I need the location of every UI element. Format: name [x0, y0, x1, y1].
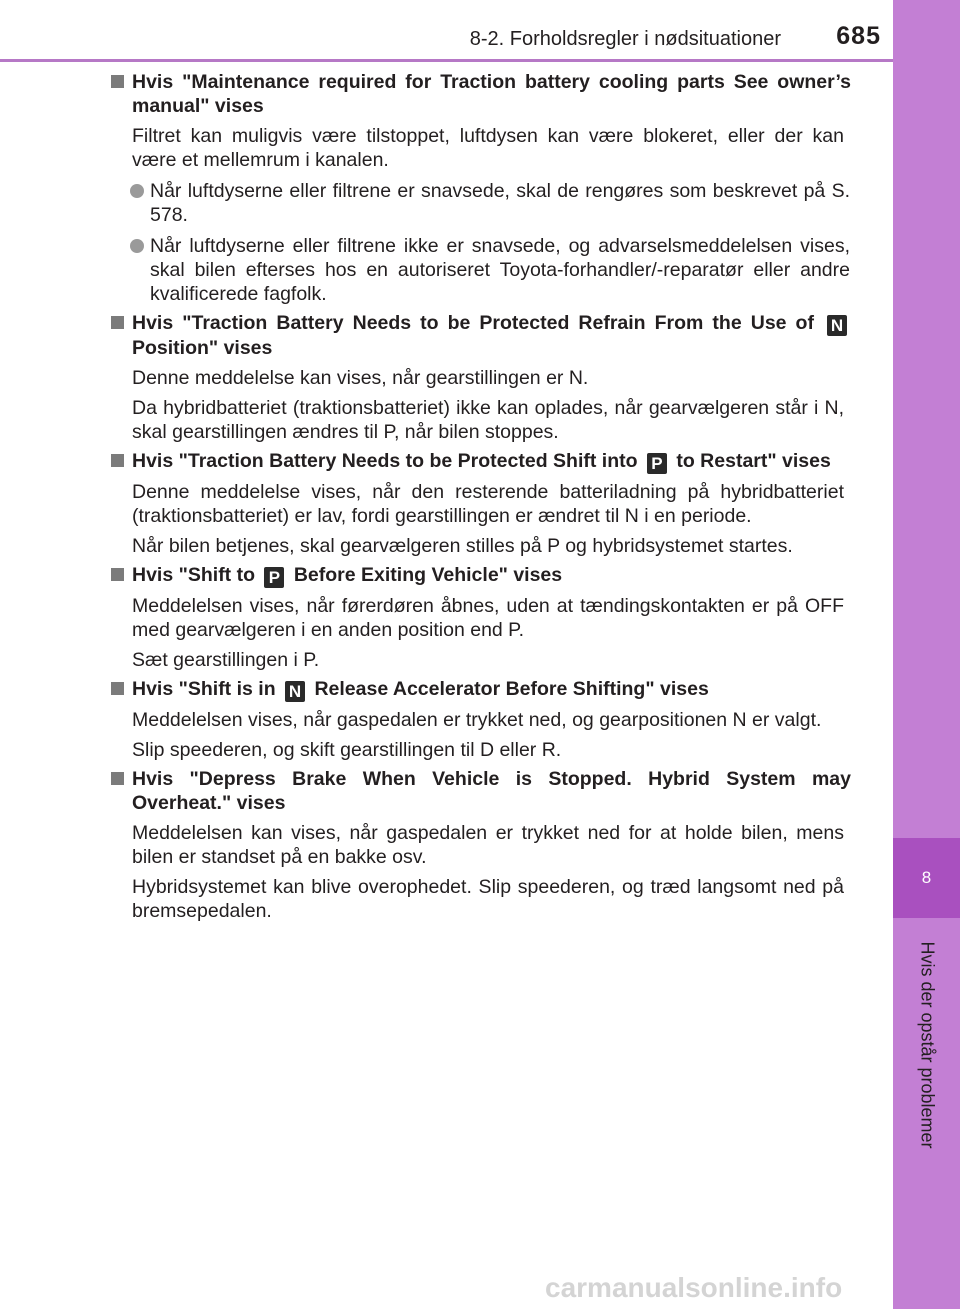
square-bullet-icon: [111, 568, 124, 581]
square-bullet-icon: [111, 682, 124, 695]
watermark: carmanualsonline.info: [545, 1272, 843, 1303]
list-item: Når luftdyserne eller filtrene er snavsede, skal de rengøres som beskrevet på S. 578.: [150, 179, 850, 227]
paragraph: Da hybridbatteriet (traktionsbatteriet) ikke kan oplades, når gearvælgeren står i N, skal gearstillingen ændres til P, når bilen stoppes.: [132, 397, 844, 443]
section-heading: Hvis "Traction Battery Needs to be Protected Refrain From the Use of N Position" vises: [111, 311, 851, 360]
page-content: [111, 70, 851, 923]
section-heading: Hvis "Shift is in N Release Accelerator Before Shifting" vises: [111, 677, 851, 702]
chapter-title: Hvis der opstår problemer: [917, 941, 938, 1149]
page-header: [0, 0, 893, 60]
square-bullet-icon: [111, 454, 124, 467]
chapter-number-tab: 8: [893, 838, 960, 918]
paragraph: Denne meddelelse kan vises, når gearstillingen er N.: [132, 367, 589, 389]
section-heading: Hvis "Depress Brake When Vehicle is Stopped. Hybrid System may Overheat." vises: [111, 767, 851, 815]
section-heading: Hvis "Shift to P Before Exiting Vehicle" vises: [111, 563, 851, 588]
header-rule: [0, 59, 893, 62]
paragraph: Hybridsystemet kan blive overophedet. Slip speederen, og træd langsomt ned på bremsepedalen.: [132, 876, 844, 922]
square-bullet-icon: [111, 75, 124, 88]
paragraph: Filtret kan muligvis være tilstoppet, luftdysen kan være blokeret, eller der kan være et mellemrum i kanalen.: [132, 125, 844, 171]
section-title: 8-2. Forholdsregler i nødsituationer: [469, 28, 781, 50]
list-item: Når luftdyserne eller filtrene ikke er snavsede, og advarselsmeddelelsen vises, skal bilen efterses hos en autoriseret Toyota-forhandler/-reparatør eller andre kvalificerede fagfolk.: [150, 234, 850, 306]
paragraph: Denne meddelelse vises, når den resterende batteriladning på hybridbatteriet (traktionsbatteriet) er lav, fordi gearstillingen er ændret til N i en periode.: [132, 481, 844, 527]
paragraph: Sæt gearstillingen i P.: [132, 649, 320, 671]
paragraph: Meddelelsen vises, når førerdøren åbnes, uden at tændingskontakten er på OFF med gearvælgeren i en anden position end P.: [132, 595, 844, 641]
gear-p-icon: P: [647, 453, 667, 474]
paragraph: Når bilen betjenes, skal gearvælgeren stilles på P og hybridsystemet startes.: [132, 535, 793, 557]
square-bullet-icon: [111, 772, 124, 785]
square-bullet-icon: [111, 316, 124, 329]
section-heading: Hvis "Maintenance required for Traction battery cooling parts See owner’s manual" vises: [111, 70, 851, 118]
section-heading: Hvis "Traction Battery Needs to be Protected Shift into P to Restart" vises: [111, 449, 851, 474]
circle-bullet-icon: [130, 239, 144, 253]
gear-n-icon: N: [827, 315, 847, 336]
paragraph: Meddelelsen vises, når gaspedalen er trykket ned, og gearpositionen N er valgt.: [132, 709, 822, 731]
circle-bullet-icon: [130, 184, 144, 198]
gear-p-icon: P: [264, 567, 284, 588]
page-number: 685: [836, 22, 881, 50]
gear-n-icon: N: [285, 681, 305, 702]
paragraph: Slip speederen, og skift gearstillingen til D eller R.: [132, 739, 562, 761]
paragraph: Meddelelsen kan vises, når gaspedalen er trykket ned for at holde bilen, mens bilen er standset på en bakke osv.: [132, 822, 844, 868]
